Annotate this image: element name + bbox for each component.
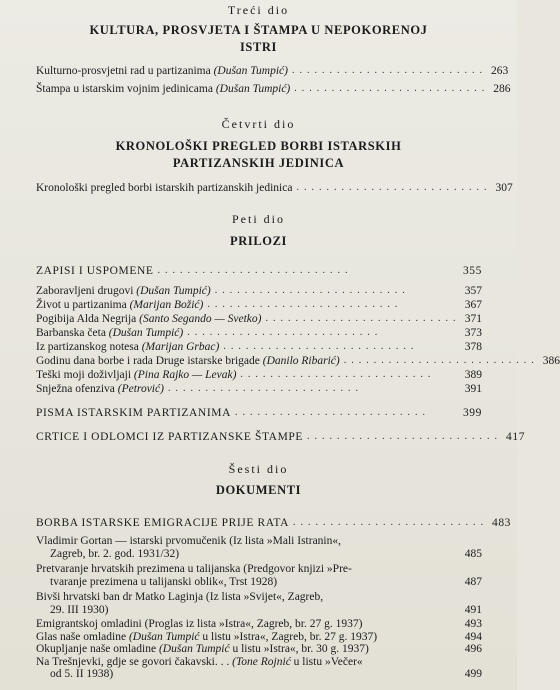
page-number: 391 <box>464 383 482 395</box>
page-number: 307 <box>495 182 513 194</box>
toc-entry[interactable]: Kronološki pregled borbi istarskih partizanskih jedinica .......................... 307 <box>36 182 513 194</box>
toc-entry[interactable]: Život u partizanima (Marijan Božić) .......................... 367 <box>36 299 482 311</box>
toc-group-heading[interactable]: PISMA ISTARSKIM PARTIZANIMA .......................... 399 <box>36 407 482 419</box>
page-number: 417 <box>506 431 526 443</box>
part-title-sesti: DOKUMENTI <box>215 483 302 497</box>
page-number: 496 <box>464 643 482 655</box>
page-number: 286 <box>493 83 511 95</box>
part-label-treci: Treći dio <box>227 3 290 17</box>
page-number: 373 <box>464 327 482 339</box>
page-number: 485 <box>464 547 482 560</box>
page-number: 367 <box>464 299 482 311</box>
page-number: 357 <box>464 285 482 297</box>
toc-entry[interactable]: Emigrantskoj omladini (Proglas iz lista »Istra«, Zagreb, br. 27 g. 1937) 493 <box>36 618 482 630</box>
toc-group-heading[interactable]: BORBA ISTARSKE EMIGRACIJE PRIJE RATA .......................... 483 <box>36 517 512 529</box>
part-label-sesti: Šesti dio <box>228 462 289 476</box>
toc-group-heading[interactable]: CRTICE I ODLOMCI IZ PARTIZANSKE ŠTAMPE .......................... 417 <box>36 431 526 443</box>
page-number: 491 <box>464 603 482 616</box>
page-number: 378 <box>464 341 482 353</box>
toc-entry[interactable]: Zaboravljeni drugovi (Dušan Tumpić) .......................... 357 <box>36 285 482 297</box>
toc-entry[interactable]: Okupljanje naše omladine (Dušan Tumpić u listu »Istra«, br. 30 g. 1937) 496 <box>36 643 482 655</box>
toc-entry[interactable]: Godinu dana borbe i rada Druge istarske brigade (Danilo Ribarić) .......................... 386 <box>36 355 560 367</box>
toc-entry[interactable]: Na Trešnjevki, gdje se govori čakavski. . . (Tone Rojnić u listu »Večer« od 5. II 1938) 499 <box>36 655 482 680</box>
page-number: 487 <box>464 575 482 588</box>
toc-entry[interactable]: Teški moji doživljaji (Pina Rajko — Levak) .......................... 389 <box>36 369 482 381</box>
page-number: 493 <box>464 618 482 630</box>
part-title-peti: PRILOZI <box>230 234 287 248</box>
page-number: 399 <box>462 407 482 419</box>
toc-entry[interactable]: Štampa u istarskim vojnim jedinicama (Dušan Tumpić) .......................... 286 <box>36 83 511 95</box>
page-number: 483 <box>491 517 512 529</box>
page-number: 355 <box>462 265 482 277</box>
part-title-cetvrti-line2: PARTIZANSKIH JEDINICA <box>172 156 345 170</box>
page-number: 494 <box>464 630 482 643</box>
page-number: 386 <box>542 355 560 367</box>
toc-entry[interactable]: Vladimir Gortan — istarski prvomučenik (Iz lista »Mali Istranin«, Zagreb, br. 2. god. 1931/32) 485 <box>36 535 482 560</box>
part-title-treci-line2: ISTRI <box>239 40 278 54</box>
toc-entry[interactable]: Iz partizanskog notesa (Marijan Grbac) .......................... 378 <box>36 341 482 353</box>
toc-entry[interactable]: Bivši hrvatski ban dr Matko Laginja (Iz lista »Svijet«, Zagreb, 29. III 1930) 491 <box>36 591 482 616</box>
page-number: 499 <box>464 668 482 680</box>
toc-entry[interactable]: Pogibija Alda Negrija (Santo Segando — Svetko) .......................... 371 <box>36 313 482 325</box>
toc-entry[interactable]: Pretvaranje hrvatskih prezimena u talijanska (Predgovor knjizi »Pre- tvaranje prezimena u talijanski oblik«, Trst 1928) 487 <box>36 563 482 588</box>
part-label-peti: Peti dio <box>231 212 285 226</box>
page-number: 371 <box>464 313 482 325</box>
toc-group-heading[interactable]: ZAPISI I USPOMENE .......................... 355 <box>36 265 482 277</box>
part-title-cetvrti-line1: KRONOLOŠKI PREGLED BORBI ISTARSKIH <box>115 139 402 153</box>
toc-entry[interactable]: Barbanska četa (Dušan Tumpić) .......................... 373 <box>36 327 482 339</box>
part-title-treci-line1: KULTURA, PROSVJETA I ŠTAMPA U NEPOKORENOJ <box>89 23 428 37</box>
part-label-cetvrti: Četvrti dio <box>221 117 296 131</box>
page-number: 263 <box>491 65 509 77</box>
toc-entry[interactable]: Snježna ofenziva (Petrović) .......................... 391 <box>36 383 482 395</box>
toc-entry[interactable]: Kulturno-prosvjetni rad u partizanima (Dušan Tumpić) .......................... 263 <box>36 65 509 77</box>
page-number: 389 <box>464 369 482 381</box>
toc-entry[interactable]: Glas naše omladine (Dušan Tumpić u listu »Istra«, Zagreb, br. 27 g. 1937) 494 <box>36 630 482 643</box>
